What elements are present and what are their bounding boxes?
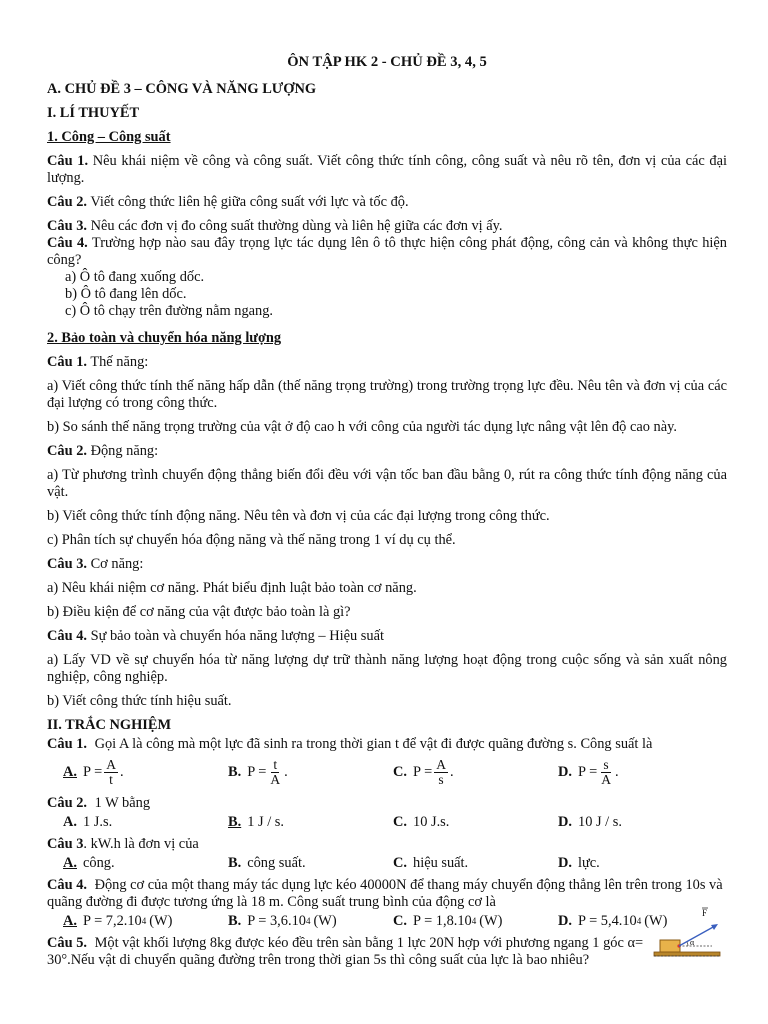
q-text: Một vật khối lượng 8kg được kéo đều trên sàn bằng 1 lực 20N hợp với phương ngang 1 góc α= 30°.Nếu vật di chuyển quãng đường trên trong thời gian 5s thì công suất của lực là bao nhiêu? xyxy=(47,934,644,968)
formula-lhs: P = xyxy=(578,764,598,781)
option-letter: B. xyxy=(228,913,242,930)
mc-q5 xyxy=(47,935,647,969)
mc-option-d xyxy=(558,758,723,787)
q-label: Câu 2. xyxy=(47,794,87,811)
denominator: s xyxy=(438,772,444,788)
q-text: Động năng: xyxy=(86,442,159,459)
q-text: Thế năng: xyxy=(86,354,149,371)
q-text: Cơ năng: xyxy=(86,555,144,572)
mc-option-a xyxy=(63,913,228,930)
numerator: A xyxy=(106,757,116,773)
formula-lhs: P = xyxy=(413,764,433,781)
sub1-q2 xyxy=(47,194,727,211)
sub2-q3 xyxy=(47,556,727,573)
period: . xyxy=(119,764,124,781)
force-arrow xyxy=(679,926,715,946)
option-letter: C. xyxy=(393,855,407,872)
sub2-q2 xyxy=(47,443,727,460)
option-coef: P = 7,2.10 xyxy=(83,913,142,930)
sub2-q2-c: c) Phân tích sự chuyển hóa động năng và thế năng trong 1 ví dụ cụ thể. xyxy=(47,531,456,548)
option-letter: A. xyxy=(63,764,77,781)
sub1-q1 xyxy=(47,153,727,187)
mc-option-b xyxy=(228,855,393,872)
denominator: A xyxy=(270,772,281,788)
force-label: F xyxy=(702,908,708,918)
option-letter: A. xyxy=(63,855,77,872)
sub2-heading xyxy=(47,330,727,347)
option-coef: P = 1,8.10 xyxy=(413,913,472,930)
option-letter: A. xyxy=(63,913,77,930)
option-text: công. xyxy=(83,855,115,872)
option-letter: C. xyxy=(393,814,407,831)
mc-q3 xyxy=(47,836,727,853)
q-text: Nêu các đơn vị đo công suất thường dùng và liên hệ giữa các đơn vị ấy. xyxy=(86,218,503,235)
mc-option-d xyxy=(558,814,723,831)
worksheet-page xyxy=(47,54,727,969)
q-label: Câu 1. xyxy=(47,354,87,371)
sub2-q4-a: a) Lấy VD về sự chuyển hóa từ năng lượng dự trữ thành năng lượng hoạt động trong cuộc sống và sản xuất nông nghiệp, công nghiệp. xyxy=(47,651,727,685)
fraction xyxy=(268,758,282,787)
force-diagram xyxy=(652,906,724,964)
option-text: lực. xyxy=(578,855,600,872)
sub1-q3 xyxy=(47,218,727,235)
q-text: Viết công thức liên hệ giữa công suất với lực và tốc độ. xyxy=(86,194,409,211)
option-text: 1 J.s. xyxy=(83,814,113,831)
mc-option-b xyxy=(228,814,393,831)
option-letter: C. xyxy=(393,913,407,930)
denominator: A xyxy=(601,772,611,788)
sub2-q1-b: b) So sánh thế năng trọng trường của vật ở độ cao h với công của người tác dụng lực nâng vật lên độ cao này. xyxy=(47,418,677,435)
mc-option-b xyxy=(228,913,393,930)
option-text: 10 J / s. xyxy=(578,814,622,831)
angle-label: α xyxy=(690,938,695,947)
mc-option-c xyxy=(393,913,558,930)
q-label: Câu 2. xyxy=(47,194,87,211)
mc-option-a xyxy=(63,814,228,831)
sub1-heading-text: 1. Công – Công suất xyxy=(47,129,171,146)
q-label: Câu 3. xyxy=(47,218,87,235)
numerator: A xyxy=(436,757,446,773)
q-label: Câu 5. xyxy=(47,934,87,951)
option-coef: P = 5,4.10 xyxy=(578,913,637,930)
mc-q1 xyxy=(47,736,727,753)
option-b: b) Ô tô đang lên dốc. xyxy=(65,286,187,303)
section-a-heading: A. CHỦ ĐỀ 3 – CÔNG VÀ NĂNG LƯỢNG xyxy=(47,81,317,98)
sub2-q3-a: a) Nêu khái niệm cơ năng. Phát biểu định luật bảo toàn cơ năng. xyxy=(47,579,417,596)
sub2-q1-a: a) Viết công thức tính thế năng hấp dẫn (thế năng trọng trường) trong trường trọng lực đều. Nêu tên và đơn vị của các đại lượng có trong công thức. xyxy=(47,378,727,411)
mc-option-a xyxy=(63,758,228,787)
part2-heading: II. TRẮC NGHIỆM xyxy=(47,716,172,733)
option-exponent: 4 xyxy=(636,916,642,927)
mc-option-c xyxy=(393,814,558,831)
mc-q3-options xyxy=(63,853,727,875)
mc-q4 xyxy=(47,877,727,911)
numerator: t xyxy=(273,757,278,773)
mc-q1-options xyxy=(63,753,727,793)
q-text: Nêu khái niệm về công và công suất. Viết công thức tính công, công suất và nêu rõ tên, đơn vị của các đại lượng. xyxy=(47,153,728,187)
q-label: Câu 1. xyxy=(47,735,87,752)
sub2-q1 xyxy=(47,354,727,371)
option-text: hiệu suất. xyxy=(413,855,469,872)
option-letter: D. xyxy=(558,764,572,781)
q-label: Câu 3. xyxy=(47,555,87,572)
fraction xyxy=(599,758,613,787)
sub2-q4-b: b) Viết công thức tính hiệu suất. xyxy=(47,692,232,709)
option-unit: (W) xyxy=(313,913,337,930)
q-label: Câu 3 xyxy=(47,835,84,852)
option-unit: (W) xyxy=(149,913,173,930)
q-label: Câu 1. xyxy=(47,153,89,170)
q-text: Gọi A là công mà một lực đã sinh ra trong thời gian t để vật đi được quãng đường s. Công suất là xyxy=(90,735,653,752)
option-text: 1 J / s. xyxy=(247,814,284,831)
mc-option-d xyxy=(558,855,723,872)
block xyxy=(660,940,680,952)
q-text: Động cơ của một thang máy tác dụng lực kéo 40000N để thang máy chuyển động thẳng lên trên trong 10s và quãng đường đi được tương ứng là 18 m. Công suất trung bình của động cơ là xyxy=(47,876,723,910)
option-text: 10 J.s. xyxy=(413,814,450,831)
q-text: Sự bảo toàn và chuyển hóa năng lượng – Hiệu suất xyxy=(86,627,384,644)
option-c: c) Ô tô chạy trên đường nằm ngang. xyxy=(65,303,274,320)
option-exponent: 4 xyxy=(141,916,147,927)
q-text: 1 W bằng xyxy=(90,794,151,811)
page-title: ÔN TẬP HK 2 - CHỦ ĐỀ 3, 4, 5 xyxy=(287,54,487,70)
sub2-q2-a: a) Từ phương trình chuyển động thẳng biến đổi đều với vận tốc ban đầu bằng 0, rút ra công thức tính động năng của vật. xyxy=(47,466,727,500)
option-letter: D. xyxy=(558,855,572,872)
formula-lhs: P = xyxy=(83,764,103,781)
option-letter: B. xyxy=(228,814,242,831)
formula-lhs: P = xyxy=(247,764,267,781)
period: . xyxy=(614,764,619,781)
period: . xyxy=(284,764,288,781)
option-unit: (W) xyxy=(644,913,668,930)
option-letter: C. xyxy=(393,764,407,781)
option-exponent: 4 xyxy=(305,916,311,927)
option-exponent: 4 xyxy=(471,916,477,927)
sub1-q4 xyxy=(47,235,727,269)
q-label: Câu 4. xyxy=(47,627,87,644)
q-label: Câu 4. xyxy=(47,876,87,893)
sub2-heading-text: 2. Bảo toàn và chuyển hóa năng lượng xyxy=(47,330,282,347)
option-letter: A. xyxy=(63,814,77,831)
option-letter: D. xyxy=(558,913,572,930)
option-unit: (W) xyxy=(479,913,503,930)
sub1-q4-options xyxy=(47,269,727,320)
denominator: t xyxy=(109,772,113,788)
option-letter: D. xyxy=(558,814,572,831)
floor-surface xyxy=(654,952,720,956)
part1-heading: I. LÍ THUYẾT xyxy=(47,105,140,122)
mc-option-b xyxy=(228,758,393,787)
sub2-q4 xyxy=(47,628,727,645)
mc-q2 xyxy=(47,795,727,812)
angle-arc xyxy=(687,942,688,946)
q-label: Câu 4. xyxy=(47,235,88,252)
q-text: Trường hợp nào sau đây trọng lực tác dụng lên ô tô thực hiện công phát động, công cản và không thực hiện công? xyxy=(47,235,727,269)
option-text: công suất. xyxy=(247,855,306,872)
mc-option-c xyxy=(393,855,558,872)
mc-q2-options xyxy=(63,812,727,834)
q-text: . kW.h là đơn vị của xyxy=(83,835,199,852)
option-letter: B. xyxy=(228,855,242,872)
numerator: s xyxy=(603,757,609,773)
period: . xyxy=(449,764,454,781)
fraction xyxy=(104,758,118,787)
mc-option-c xyxy=(393,758,558,787)
sub2-q2-b: b) Viết công thức tính động năng. Nêu tên và đơn vị của các đại lượng trong công thức. xyxy=(47,507,550,524)
sub1-heading xyxy=(47,129,727,146)
mc-option-a xyxy=(63,855,228,872)
option-letter: B. xyxy=(228,764,242,781)
fraction xyxy=(434,758,448,787)
option-a: a) Ô tô đang xuống dốc. xyxy=(65,269,205,286)
mc-q4-options xyxy=(63,911,727,933)
option-coef: P = 3,6.10 xyxy=(247,913,306,930)
sub2-q3-b: b) Điều kiện để cơ năng của vật được bảo toàn là gì? xyxy=(47,603,351,620)
q-label: Câu 2. xyxy=(47,442,87,459)
